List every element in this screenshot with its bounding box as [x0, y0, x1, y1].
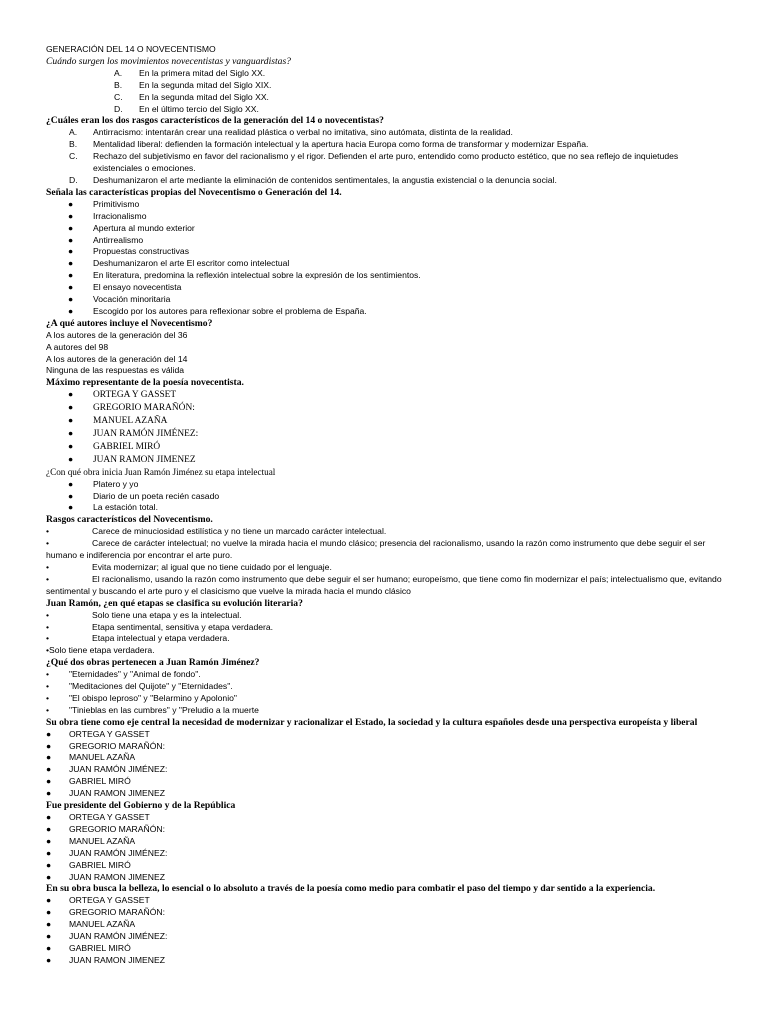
item-text: Vocación minoritaria — [93, 294, 171, 305]
q6-item — [46, 479, 728, 491]
question-2: ¿Cuáles eran los dos rasgos característicos de la generación del 14 o novecentistas? — [46, 115, 384, 127]
bullet-icon: ● — [68, 258, 74, 269]
q1-option-d — [46, 104, 728, 116]
bullet-icon: • — [46, 704, 50, 715]
q10-item — [46, 764, 728, 776]
question-3: Señala las características propias del Novecentismo o Generación del 14. — [46, 186, 342, 198]
item-text: Etapa sentimental, sensitiva y etapa verdadera. — [92, 621, 274, 632]
item-text: JUAN RAMÓN JIMÉNEZ: — [69, 931, 168, 942]
item-text: JUAN RAMON JIMENEZ — [69, 871, 165, 882]
option-text: En la segunda mitad del Siglo XIX. — [139, 79, 272, 90]
item-text: Propuestas constructivas — [93, 246, 190, 257]
question-5: Máximo representante de la poesía novecentista. — [46, 377, 244, 389]
q3-item — [46, 282, 728, 294]
bullet-icon: ● — [46, 812, 52, 822]
q3-item — [46, 211, 728, 223]
bullet-icon: ● — [68, 210, 74, 221]
item-text: Primitivismo — [93, 198, 140, 209]
q5-item — [46, 415, 728, 428]
q8-item — [46, 633, 728, 645]
q11-item — [46, 848, 728, 860]
item-text: GREGORIO MARAÑÓN: — [69, 823, 165, 834]
question-1: Cuándo surgen los movimientos novecentistas y vanguardistas? — [46, 55, 291, 67]
question-9: ¿Qué dos obras pertenecen a Juan Ramón Jiménez? — [46, 657, 260, 669]
q5-item — [46, 441, 728, 454]
bullet-icon: ● — [68, 282, 74, 293]
item-text: "Eternidades" y "Animal de fondo". — [69, 669, 201, 680]
bullet-icon: • — [46, 621, 50, 632]
item-text: MANUEL AZAÑA — [69, 835, 136, 846]
q3-item — [46, 223, 728, 235]
q2-option-b — [46, 139, 728, 151]
bullet-icon: • — [46, 538, 50, 549]
bullet-icon: ● — [46, 871, 52, 882]
q1-option-a — [46, 68, 728, 80]
bullet-icon: ● — [68, 490, 74, 501]
item-text: JUAN RAMON JIMENEZ — [69, 788, 165, 799]
bullet-icon: ● — [68, 246, 74, 257]
q11-item — [46, 872, 728, 884]
q9-item — [46, 705, 728, 717]
bullet-icon: ● — [68, 198, 74, 209]
item-text: El ensayo novecentista — [93, 282, 182, 293]
option-marker: D. — [114, 103, 123, 114]
option-marker: A. — [69, 127, 78, 138]
q12-item — [46, 895, 728, 907]
option-marker: C. — [69, 151, 78, 162]
q7-item — [46, 538, 728, 562]
q5-item — [46, 389, 728, 402]
bullet-icon: ● — [68, 428, 74, 438]
option-marker: B. — [114, 79, 123, 90]
bullet-icon: • — [46, 633, 50, 644]
item-text: MANUEL AZAÑA — [69, 919, 136, 930]
option-marker: D. — [69, 174, 78, 185]
option-text: Rechazo del subjetivismo en favor del racionalismo y el rigor. Defienden el arte puro, entendido como producto estético, que no sea reflejo de inquietudes existenciales o emociones. — [93, 151, 679, 174]
q7-item — [46, 574, 728, 598]
q11-item — [46, 860, 728, 872]
option-text: En el último tercio del Siglo XX. — [139, 103, 259, 114]
bullet-icon: ● — [46, 907, 52, 918]
bullet-icon: ● — [68, 402, 74, 413]
q4-line: Ninguna de las respuestas es válida — [46, 365, 185, 376]
bullet-icon: ● — [68, 478, 74, 489]
bullet-icon: ● — [68, 234, 74, 245]
q9-item — [46, 669, 728, 681]
item-text: JUAN RAMÓN JIMÉNEZ: — [93, 429, 199, 439]
item-text: JUAN RAMÓN JIMÉNEZ: — [69, 764, 168, 775]
q4-line: A los autores de la generación del 36 — [46, 329, 188, 340]
item-text: GREGORIO MARAÑÓN: — [93, 403, 195, 414]
question-4: ¿A qué autores incluye el Novecentismo? — [46, 317, 213, 329]
q6-item — [46, 502, 728, 514]
item-text: JUAN RAMON JIMENEZ — [93, 454, 196, 465]
bullet-icon: • — [46, 573, 50, 584]
bullet-icon: ● — [46, 954, 52, 965]
question-11: Fue presidente del Gobierno y de la República — [46, 800, 236, 812]
item-text: En literatura, predomina la reflexión intelectual sobre la expresión de los sentimientos. — [93, 270, 421, 281]
q12-item — [46, 919, 728, 931]
q1-option-b — [46, 80, 728, 92]
bullet-icon: • — [46, 526, 50, 537]
bullet-icon: • — [46, 561, 50, 572]
item-text: Carece de carácter intelectual; no vuelve la mirada hacia el mundo clásico; presencia del racionalismo, usando la razón como instrumento que debe seguir el ser humano e indiferencia por encontrar el arte puro. — [46, 538, 706, 561]
q3-item — [46, 270, 728, 282]
item-text: "Meditaciones del Quijote" y "Eternidades". — [69, 681, 233, 692]
q11-item — [46, 812, 728, 824]
bullet-icon: ● — [46, 942, 52, 953]
item-text: "Tinieblas en las cumbres" y "Preludio a la muerte — [69, 704, 259, 715]
option-text: En la primera mitad del Siglo XX. — [139, 67, 266, 78]
q12-item — [46, 943, 728, 955]
item-text: Evita modernizar; al igual que no tiene cuidado por el lenguaje. — [92, 561, 332, 572]
q2-option-a — [46, 127, 728, 139]
item-text: GREGORIO MARAÑÓN: — [69, 740, 165, 751]
q5-item — [46, 454, 728, 467]
bullet-icon: ● — [68, 222, 74, 233]
question-8: Juan Ramón, ¿en qué etapas se clasifica su evolución literaria? — [46, 597, 303, 609]
bullet-icon: • — [46, 681, 50, 692]
bullet-icon: ● — [46, 847, 52, 858]
bullet-icon: ● — [46, 764, 52, 775]
option-text: Antirracismo: intentarán crear una realidad plástica o verbal no imitativa, sino autómata, distinta de la realidad. — [93, 127, 513, 138]
q1-option-c — [46, 92, 728, 104]
item-text: Antirrealismo — [93, 234, 144, 245]
question-10: Su obra tiene como eje central la necesidad de modernizar y racionalizar el Estado, la sociedad y la cultura españoles desde una perspectiva europeísta y liberal — [46, 716, 698, 728]
q3-item — [46, 306, 728, 318]
bullet-icon: ● — [68, 305, 74, 316]
item-text: ORTEGA Y GASSET — [69, 895, 150, 906]
document-title: GENERACIÓN DEL 14 O NOVECENTISMO — [46, 44, 216, 54]
item-text: GREGORIO MARAÑÓN: — [69, 907, 165, 918]
bullet-icon: • — [46, 692, 50, 703]
bullet-icon: ● — [46, 728, 52, 739]
bullet-icon: ● — [46, 895, 52, 906]
bullet-icon: ● — [46, 752, 52, 763]
bullet-icon: ● — [68, 389, 74, 400]
q5-item — [46, 402, 728, 415]
q10-item — [46, 729, 728, 741]
q4-line: A los autores de la generación del 14 — [46, 353, 188, 364]
q10-item — [46, 741, 728, 753]
item-text: Deshumanizaron el arte El escritor como intelectual — [93, 258, 290, 269]
q10-item — [46, 752, 728, 764]
q3-item — [46, 258, 728, 270]
q8-item — [46, 610, 728, 622]
bullet-icon: ● — [46, 823, 52, 834]
bullet-icon: ● — [68, 453, 74, 464]
item-text: GABRIEL MIRÓ — [69, 859, 131, 870]
bullet-icon: ● — [68, 415, 74, 426]
item-text: Carece de minuciosidad estilística y no tiene un marcado carácter intelectual. — [92, 526, 387, 537]
q11-item — [46, 836, 728, 848]
bullet-icon: ● — [46, 776, 52, 787]
item-text: Diario de un poeta recién casado — [93, 490, 220, 501]
item-text: El racionalismo, usando la razón como instrumento que debe seguir el ser humano; europeísmo, que tiene como fin modernizar el país; intelectualismo que, evitando sentimental y buscando el arte puro y el clasicismo que vuelve la mirada hacia el mundo clásico — [46, 573, 722, 596]
bullet-icon: ● — [68, 502, 74, 513]
bullet-icon: ● — [46, 931, 52, 942]
item-text: JUAN RAMON JIMENEZ — [69, 954, 165, 965]
bullet-icon: • — [46, 609, 50, 620]
q9-item — [46, 693, 728, 705]
q8-item — [46, 622, 728, 634]
question-6: ¿Con qué obra inicia Juan Ramón Jiménez su etapa intelectual — [46, 466, 276, 477]
q5-item — [46, 428, 728, 441]
q12-item — [46, 955, 728, 967]
option-text: En la segunda mitad del Siglo XX. — [139, 91, 269, 102]
bullet-icon: ● — [68, 270, 74, 281]
bullet-icon: ● — [46, 835, 52, 846]
bullet-icon: ● — [68, 294, 74, 305]
bullet-icon: ● — [68, 440, 74, 451]
item-text: Escogido por los autores para reflexionar sobre el problema de España. — [93, 305, 367, 316]
option-marker: A. — [114, 67, 123, 78]
item-text: Apertura al mundo exterior — [93, 222, 195, 233]
item-text: ORTEGA Y GASSET — [69, 728, 150, 739]
option-marker: C. — [114, 91, 123, 102]
item-text: JUAN RAMÓN JIMÉNEZ: — [69, 847, 168, 858]
q4-line: A autores del 98 — [46, 341, 109, 352]
option-marker: B. — [69, 139, 78, 150]
item-text: ORTEGA Y GASSET — [69, 812, 150, 822]
q3-item — [46, 246, 728, 258]
bullet-icon: ● — [46, 859, 52, 870]
bullet-icon: • — [46, 669, 50, 680]
q2-option-c — [46, 151, 728, 175]
q7-item — [46, 526, 728, 538]
item-text: Solo tiene una etapa y es la intelectual. — [92, 609, 242, 620]
q10-item — [46, 776, 728, 788]
item-text: GABRIEL MIRÓ — [69, 776, 131, 787]
item-text: Etapa intelectual y etapa verdadera. — [92, 633, 230, 644]
option-text: Deshumanizaron el arte mediante la eliminación de contenidos sentimentales, la angustia existencial o la denuncia social. — [93, 174, 557, 185]
item-text: La estación total. — [93, 502, 158, 513]
item-text: ORTEGA Y GASSET — [93, 390, 177, 401]
item-text: MANUEL AZAÑA — [93, 416, 168, 427]
item-text: MANUEL AZAÑA — [69, 752, 136, 763]
bullet-icon: ● — [46, 919, 52, 930]
item-text: "El obispo leproso" y "Belarmino y Apolonio" — [69, 692, 237, 703]
q10-item — [46, 788, 728, 800]
q8-extra: •Solo tiene etapa verdadera. — [46, 645, 155, 656]
item-text: GABRIEL MIRÓ — [93, 441, 161, 452]
q11-item — [46, 824, 728, 836]
question-12: En su obra busca la belleza, lo esencial o lo absoluto a través de la poesía como medio para combatir el paso del tiempo y dar sentido a la experiencia. — [46, 883, 656, 895]
q12-item — [46, 931, 728, 943]
item-text: Irracionalismo — [93, 210, 147, 221]
q3-item — [46, 199, 728, 211]
bullet-icon: ● — [46, 740, 52, 751]
q12-item — [46, 907, 728, 919]
q7-item — [46, 562, 728, 574]
q9-item — [46, 681, 728, 693]
item-text: GABRIEL MIRÓ — [69, 942, 131, 953]
q3-item — [46, 235, 728, 247]
option-text: Mentalidad liberal: defienden la formación intelectual y la apertura hacia Europa como forma de transformar y modernizar España. — [93, 139, 589, 150]
q3-item — [46, 294, 728, 306]
q2-option-d — [46, 175, 728, 187]
item-text: Platero y yo — [93, 478, 139, 489]
question-7: Rasgos característicos del Novecentismo. — [46, 514, 213, 526]
bullet-icon: ● — [46, 788, 52, 799]
q6-item — [46, 491, 728, 503]
